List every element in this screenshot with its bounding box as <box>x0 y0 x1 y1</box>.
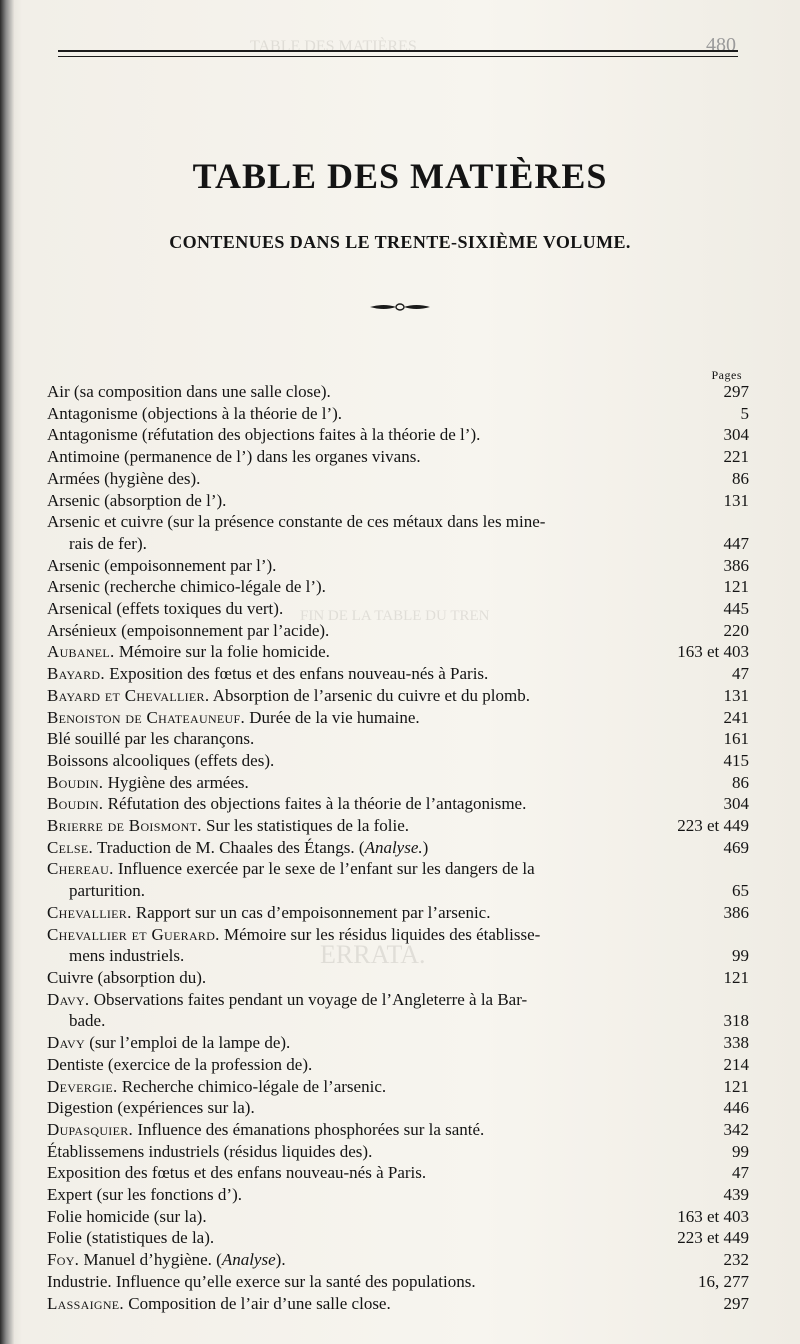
index-entry <box>47 598 749 620</box>
index-entry-text <box>47 1206 669 1228</box>
index-entry <box>47 381 749 403</box>
index-entry <box>47 446 749 468</box>
entry-continuation: bade. <box>69 1011 106 1031</box>
index-entry <box>47 424 749 446</box>
entry-page-number: 304 <box>723 425 749 445</box>
index-entry-text <box>47 1293 716 1315</box>
entry-page-number: 99 <box>732 1141 749 1161</box>
entry-subject: Boissons alcooliques (effets des). <box>47 750 275 770</box>
author-name: Davy <box>47 1033 85 1053</box>
entry-page-number: 304 <box>723 794 749 814</box>
entry-page-number: 161 <box>723 729 749 749</box>
author-name: Chereau. <box>47 859 114 879</box>
index-entry <box>47 924 749 967</box>
page-number: 480 <box>706 34 736 56</box>
author-name: Chevallier et Guerard. <box>47 924 220 944</box>
entry-subject: Industrie. Influence qu’elle exerce sur la santé des populations. <box>47 1271 476 1291</box>
entry-page-number: 223 et 449 <box>677 1228 749 1248</box>
index-entry <box>47 1206 749 1228</box>
index-entry <box>47 403 749 425</box>
header-rule <box>58 50 738 57</box>
index-entry <box>47 1227 749 1249</box>
entry-page-number: 386 <box>723 555 749 575</box>
index-entry <box>47 555 749 577</box>
index-entry <box>47 1032 749 1054</box>
entry-page-number: 223 et 449 <box>677 816 749 836</box>
author-name: Foy. <box>47 1250 80 1270</box>
index-entry <box>47 1271 749 1293</box>
entry-emphasis: Analyse <box>221 1250 276 1270</box>
entry-page-number: 318 <box>723 1011 749 1031</box>
index-entry <box>47 815 749 837</box>
entry-subject: Antimoine (permanence de l’) dans les organes vivans. <box>47 447 421 467</box>
entry-subject: Antagonisme (réfutation des objections faites à la théorie de l’). <box>47 425 481 445</box>
pages-column-label: Pages <box>711 368 742 382</box>
index-entry <box>47 1054 749 1076</box>
entry-page-number: 121 <box>723 967 749 987</box>
entry-page-number: 16, 277 <box>698 1271 749 1291</box>
author-name: Devergie. <box>47 1076 118 1096</box>
author-name: Lassaigne. <box>47 1293 124 1313</box>
index-entry <box>47 1184 749 1206</box>
author-name: Bayard et Chevallier. <box>47 685 210 705</box>
show-through-text: TABLE DES MATIÈRES <box>250 38 417 55</box>
index-entry-text <box>47 793 716 815</box>
entry-subject: Recherche chimico-légale de l’arsenic. <box>117 1076 387 1096</box>
entry-page-number: 131 <box>723 685 749 705</box>
entry-subject: Cuivre (absorption du). <box>47 967 207 987</box>
entry-subject: Composition de l’air d’une salle close. <box>123 1293 391 1313</box>
index-entry <box>47 663 749 685</box>
index-entry-text <box>47 1162 724 1184</box>
author-name: Davy. <box>47 989 90 1009</box>
index-entry-text <box>47 1054 716 1076</box>
index-entry <box>47 1162 749 1184</box>
entry-subject: Arsénieux (empoisonnement par l’acide). <box>47 620 330 640</box>
index-entry <box>47 858 749 901</box>
index-entry-text <box>47 381 716 403</box>
index-entry <box>47 1119 749 1141</box>
show-through-text: FIN DE LA TABLE DU TREN <box>300 608 490 624</box>
index-entry-text <box>47 815 669 837</box>
index-entry-text <box>47 598 716 620</box>
entry-subject: (sur l’emploi de la lampe de). <box>84 1033 291 1053</box>
entry-subject: Exposition des fœtus et des enfans nouveau-nés à Paris. <box>104 664 489 684</box>
index-entry <box>47 902 749 924</box>
entry-page-number: 232 <box>723 1250 749 1270</box>
index-entry <box>47 620 749 642</box>
entry-page-number: 163 et 403 <box>677 642 749 662</box>
index-entry <box>47 468 749 490</box>
entry-subject: Blé souillé par les charançons. <box>47 729 255 749</box>
index-entry-text <box>47 1032 716 1054</box>
entry-subject: Exposition des fœtus et des enfans nouveau-nés à Paris. <box>47 1163 427 1183</box>
index-entry <box>47 967 749 989</box>
index-entry-text <box>47 1141 724 1163</box>
index-list <box>47 381 749 1314</box>
entry-subject: Durée de la vie humaine. <box>245 707 420 727</box>
index-entry-text <box>47 989 716 1032</box>
entry-subject: Air (sa composition dans une salle close). <box>47 382 331 401</box>
entry-page-number: 47 <box>732 664 749 684</box>
index-entry <box>47 511 749 554</box>
index-entry-text <box>47 924 724 967</box>
author-name: Boudin. <box>47 794 104 814</box>
entry-page-number: 415 <box>723 750 749 770</box>
index-entry <box>47 772 749 794</box>
entry-page-number: 86 <box>732 772 749 792</box>
author-name: Benoiston de Chateauneuf. <box>47 707 246 727</box>
index-entry-text <box>47 576 716 598</box>
index-entry-text <box>47 555 716 577</box>
index-entry-text <box>47 772 724 794</box>
entry-subject: Digestion (expériences sur la). <box>47 1098 255 1118</box>
entry-subject: Hygiène des armées. <box>103 772 249 792</box>
entry-subject: Arsenical (effets toxiques du vert). <box>47 599 284 619</box>
show-through-text: ERRATA. <box>320 940 426 969</box>
author-name: Brierre de Boismont. <box>47 816 202 836</box>
book-spine-shadow <box>0 0 14 1344</box>
entry-page-number: 220 <box>723 620 749 640</box>
index-entry-text <box>47 1227 669 1249</box>
index-entry-text <box>47 641 669 663</box>
index-entry-text <box>47 837 716 859</box>
index-entry-text <box>47 728 716 750</box>
index-entry <box>47 1293 749 1315</box>
index-entry-text <box>47 1119 716 1141</box>
index-entry <box>47 490 749 512</box>
entry-page-number: 469 <box>723 837 749 857</box>
entry-continuation: parturition. <box>69 881 146 901</box>
author-name: Aubanel. <box>47 642 115 662</box>
index-entry-text <box>47 446 716 468</box>
entry-continuation: rais de fer). <box>69 533 147 553</box>
entry-subject: Dentiste (exercice de la profession de). <box>47 1054 313 1074</box>
index-entry-text <box>47 424 716 446</box>
entry-subject: Manuel d’hygiène. ( <box>79 1250 222 1270</box>
entry-punctuation: ) <box>422 837 429 857</box>
author-name: Bayard. <box>47 664 105 684</box>
author-name: Chevallier. <box>47 902 132 922</box>
index-entry-text <box>47 902 716 924</box>
entry-page-number: 65 <box>732 881 749 901</box>
entry-page-number: 214 <box>723 1054 749 1074</box>
index-entry-text <box>47 490 716 512</box>
entry-page-number: 439 <box>723 1185 749 1205</box>
entry-page-number: 47 <box>732 1163 749 1183</box>
entry-page-number: 342 <box>723 1119 749 1139</box>
ornament-divider <box>368 300 432 314</box>
index-entry-text <box>47 1184 716 1206</box>
index-entry <box>47 793 749 815</box>
page-title: TABLE DES MATIÈRES <box>192 156 608 196</box>
index-entry <box>47 1076 749 1098</box>
entry-page-number: 5 <box>740 403 749 423</box>
entry-page-number: 99 <box>732 946 749 966</box>
index-entry <box>47 641 749 663</box>
index-entry-text <box>47 511 716 554</box>
index-entry-text <box>47 967 716 989</box>
entry-page-number: 163 et 403 <box>677 1206 749 1226</box>
index-entry-text <box>47 620 716 642</box>
entry-emphasis: Analyse. <box>364 837 423 857</box>
entry-continuation: mens industriels. <box>69 946 185 966</box>
entry-subject: Arsenic (empoisonnement par l’). <box>47 555 277 575</box>
entry-subject: Antagonisme (objections à la théorie de l’). <box>47 403 343 423</box>
entry-subject: Arsenic (absorption de l’). <box>47 490 227 510</box>
page-subtitle: CONTENUES DANS LE TRENTE-SIXIÈME VOLUME. <box>169 232 631 252</box>
index-entry-text <box>47 1097 716 1119</box>
index-entry-text <box>47 707 716 729</box>
entry-page-number: 445 <box>723 599 749 619</box>
index-entry-text <box>47 663 724 685</box>
entry-subject: Rapport sur un cas d’empoisonnement par l’arsenic. <box>131 902 491 922</box>
index-entry-text <box>47 1249 716 1271</box>
index-entry <box>47 576 749 598</box>
index-entry <box>47 1141 749 1163</box>
entry-subject: Armées (hygiène des). <box>47 468 201 488</box>
entry-page-number: 386 <box>723 902 749 922</box>
entry-subject: Réfutation des objections faites à la théorie de l’antagonisme. <box>103 794 527 814</box>
entry-subject: Folie (statistiques de la). <box>47 1228 215 1248</box>
index-entry <box>47 1249 749 1271</box>
index-entry <box>47 989 749 1032</box>
entry-page-number: 86 <box>732 468 749 488</box>
index-entry <box>47 707 749 729</box>
entry-subject: Mémoire sur la folie homicide. <box>114 642 330 662</box>
entry-subject: Influence exercée par le sexe de l’enfant sur les dangers de la <box>113 859 535 879</box>
entry-subject: Mémoire sur les résidus liquides des établisse- <box>219 924 541 944</box>
index-entry <box>47 750 749 772</box>
index-entry-text <box>47 1076 716 1098</box>
index-entry <box>47 685 749 707</box>
entry-page-number: 221 <box>723 447 749 467</box>
index-entry <box>47 728 749 750</box>
entry-subject: Traduction de M. Chaales des Étangs. ( <box>93 837 365 857</box>
index-entry-text <box>47 750 716 772</box>
entry-page-number: 241 <box>723 707 749 727</box>
index-entry-text <box>47 685 716 707</box>
entry-page-number: 297 <box>723 1293 749 1313</box>
entry-page-number: 297 <box>723 382 749 401</box>
entry-subject: Absorption de l’arsenic du cuivre et du plomb. <box>209 685 530 705</box>
entry-page-number: 121 <box>723 577 749 597</box>
index-entry-text <box>47 858 724 901</box>
author-name: Boudin. <box>47 772 104 792</box>
index-entry <box>47 837 749 859</box>
entry-subject: Arsenic et cuivre (sur la présence constante de ces métaux dans les mine- <box>47 512 546 532</box>
index-entry-text <box>47 403 733 425</box>
author-name: Celse. <box>47 837 94 857</box>
entry-subject: Influence des émanations phosphorées sur la santé. <box>133 1119 485 1139</box>
entry-subject: Arsenic (recherche chimico-légale de l’). <box>47 577 326 597</box>
entry-subject: Sur les statistiques de la folie. <box>201 816 410 836</box>
index-entry <box>47 1097 749 1119</box>
entry-subject: Folie homicide (sur la). <box>47 1206 207 1226</box>
entry-punctuation: ). <box>275 1250 286 1270</box>
author-name: Dupasquier. <box>47 1119 134 1139</box>
entry-page-number: 446 <box>723 1098 749 1118</box>
index-entry-text <box>47 1271 690 1293</box>
entry-subject: Expert (sur les fonctions d’). <box>47 1185 242 1205</box>
entry-page-number: 121 <box>723 1076 749 1096</box>
entry-subject: Observations faites pendant un voyage de l’Angleterre à la Bar- <box>89 989 528 1009</box>
entry-page-number: 131 <box>723 490 749 510</box>
entry-page-number: 447 <box>723 533 749 553</box>
index-entry-text <box>47 468 724 490</box>
entry-subject: Établissemens industriels (résidus liquides des). <box>47 1141 373 1161</box>
entry-page-number: 338 <box>723 1033 749 1053</box>
